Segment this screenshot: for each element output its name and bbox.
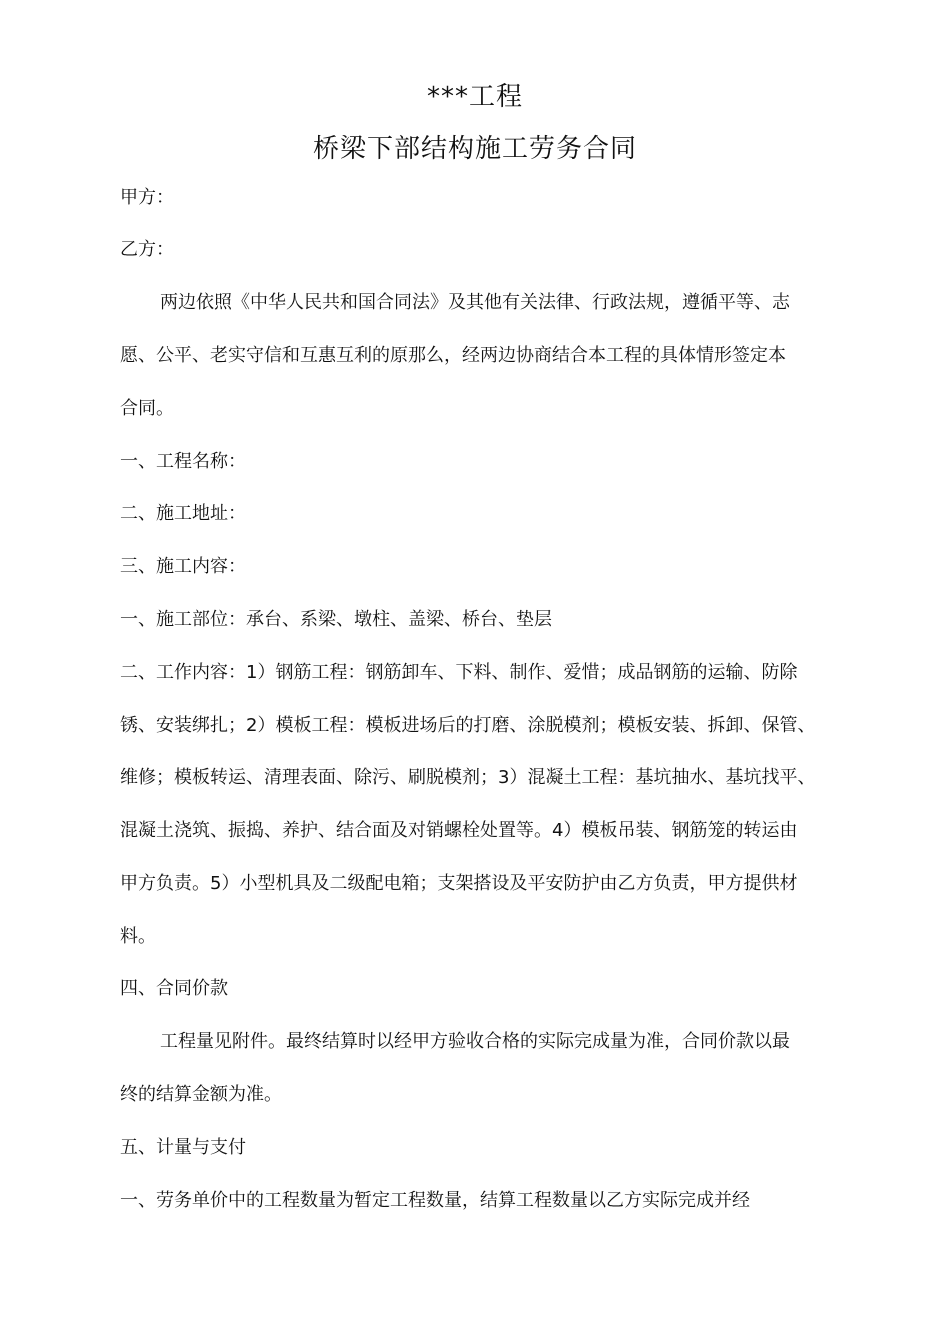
document-title-project: ***工程 <box>426 82 523 112</box>
party-b-label: 乙方： <box>120 239 174 260</box>
party-a-label: 甲方： <box>120 187 174 208</box>
price-line-1: 工程量见附件。最终结算时以经甲方验收合格的实际完成量为准，合同价款以最 <box>160 1031 790 1052</box>
price-line-2: 终的结算金额为准。 <box>120 1084 282 1105</box>
preamble-line-2: 愿、公平、老实守信和互惠互利的原那么，经两边协商结合本工程的具体情形签定本 <box>120 345 786 366</box>
preamble-line-3: 合同。 <box>120 398 174 419</box>
work-content-line-2: 锈、安装绑扎；2）模板工程：模板进场后的打磨、涂脱模剂；模板安装、拆卸、保管、 <box>120 715 816 736</box>
section-project-name: 一、工程名称： <box>120 451 246 472</box>
work-content-line-3: 维修；模板转运、清理表面、除污、刷脱模剂；3）混凝土工程：基坑抽水、基坑找平、 <box>120 767 816 788</box>
section-construction-address: 二、施工地址： <box>120 503 246 524</box>
work-content-line-6: 料。 <box>120 926 156 947</box>
work-content-line-1: 二、工作内容：1）钢筋工程：钢筋卸车、下料、制作、爱惜；成品钢筋的运输、防除 <box>120 662 798 683</box>
payment-line-1: 一、劳务单价中的工程数量为暂定工程数量，结算工程数量以乙方实际完成并经 <box>120 1190 750 1211</box>
section-construction-content: 三、施工内容： <box>120 556 246 577</box>
section-contract-price: 四、合同价款 <box>120 978 228 999</box>
work-content-line-5: 甲方负责。5）小型机具及二级配电箱；支架搭设及平安防护由乙方负责，甲方提供材 <box>120 873 798 894</box>
document-title-contract: 桥梁下部结构施工劳务合同 <box>312 134 637 164</box>
section-measurement-payment: 五、计量与支付 <box>120 1137 246 1158</box>
item-construction-parts: 一、施工部位：承台、系梁、墩柱、盖梁、桥台、垫层 <box>120 609 552 630</box>
preamble-line-1: 两边依照《中华人民共和国合同法》及其他有关法律、行政法规，遵循平等、志 <box>160 292 790 313</box>
work-content-line-4: 混凝土浇筑、振捣、养护、结合面及对销螺栓处置等。4）模板吊装、钢筋笼的转运由 <box>120 820 798 841</box>
